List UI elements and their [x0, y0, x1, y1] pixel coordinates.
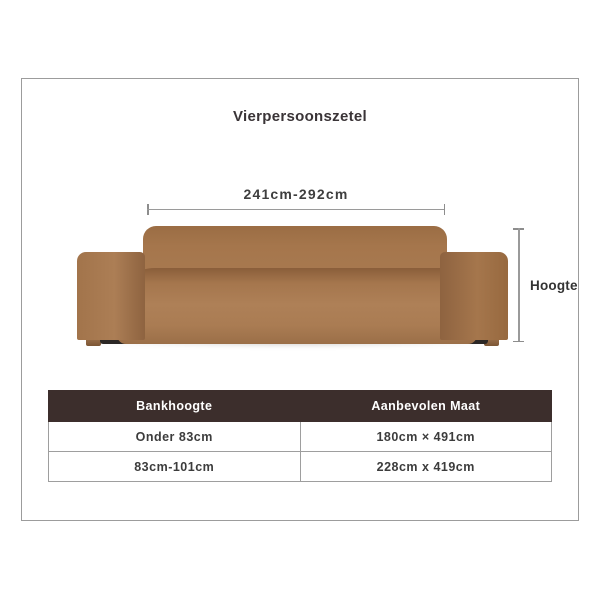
column-header-aanbevolen-maat: Aanbevolen Maat	[300, 391, 552, 422]
column-header-bankhoogte: Bankhoogte	[49, 391, 301, 422]
height-dimension-line	[513, 228, 524, 342]
bankhoogte-value: 83cm-101cm	[49, 452, 301, 482]
dimension-bar-horizontal	[147, 209, 445, 210]
sofa-seat-cushion	[117, 268, 477, 344]
width-dimension-label: 241cm-292cm	[243, 186, 349, 202]
size-table-header-row	[49, 391, 552, 422]
aanbevolen-maat-value: 180cm × 491cm	[300, 422, 552, 452]
dimension-tick-bottom	[513, 341, 524, 343]
table-row	[49, 452, 552, 482]
sofa-armrest-right	[440, 252, 508, 340]
width-dimension-line	[147, 204, 445, 215]
dimension-bar-vertical	[518, 228, 520, 342]
size-table	[48, 390, 552, 482]
sofa-armrest-left	[77, 252, 145, 340]
sofa-illustration	[77, 226, 508, 346]
page-title: Vierpersoonszetel	[232, 108, 368, 125]
dimension-tick-right	[444, 204, 446, 215]
bankhoogte-value: Onder 83cm	[49, 422, 301, 452]
table-row	[49, 422, 552, 452]
height-dimension-label: Hoogte	[530, 278, 578, 293]
aanbevolen-maat-value: 228cm x 419cm	[300, 452, 552, 482]
